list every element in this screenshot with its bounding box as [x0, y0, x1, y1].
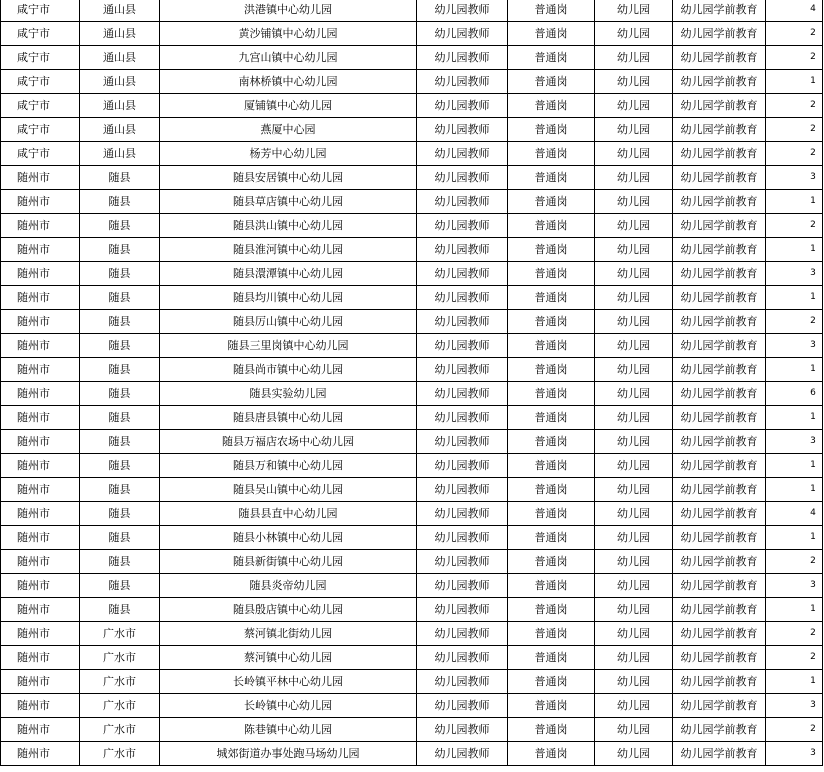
school-cell: 燕厦中心园: [160, 118, 417, 142]
table-row: [1, 286, 823, 310]
post-type-cell: 普通岗: [508, 46, 595, 70]
count-cell: 2: [766, 142, 823, 166]
school-cell: 随县安居镇中心幼儿园: [160, 166, 417, 190]
county-cell: 广水市: [80, 718, 160, 742]
table-row: [1, 406, 823, 430]
city-cell: 随州市: [1, 238, 80, 262]
school-cell: 城郊街道办事处跑马场幼儿园: [160, 742, 417, 766]
post-type-cell: 普通岗: [508, 238, 595, 262]
subject-cell: 幼儿园学前教育: [673, 574, 766, 598]
school-cell: 随县澴潭镇中心幼儿园: [160, 262, 417, 286]
table-row: [1, 526, 823, 550]
school-cell: 随县实验幼儿园: [160, 382, 417, 406]
county-cell: 随县: [80, 238, 160, 262]
count-cell: 3: [766, 694, 823, 718]
position-cell: 幼儿园教师: [417, 742, 508, 766]
level-cell: 幼儿园: [595, 670, 673, 694]
subject-cell: 幼儿园学前教育: [673, 190, 766, 214]
county-cell: 通山县: [80, 70, 160, 94]
county-cell: 随县: [80, 382, 160, 406]
county-cell: 随县: [80, 598, 160, 622]
level-cell: 幼儿园: [595, 22, 673, 46]
school-cell: 随县万和镇中心幼儿园: [160, 454, 417, 478]
position-cell: 幼儿园教师: [417, 358, 508, 382]
table-row: [1, 262, 823, 286]
position-cell: 幼儿园教师: [417, 646, 508, 670]
position-cell: 幼儿园教师: [417, 502, 508, 526]
post-type-cell: 普通岗: [508, 430, 595, 454]
post-type-cell: 普通岗: [508, 334, 595, 358]
table-row: [1, 622, 823, 646]
count-cell: 3: [766, 574, 823, 598]
position-cell: 幼儿园教师: [417, 0, 508, 22]
school-cell: 洪港镇中心幼儿园: [160, 0, 417, 22]
count-cell: 2: [766, 214, 823, 238]
county-cell: 随县: [80, 430, 160, 454]
school-cell: 南林桥镇中心幼儿园: [160, 70, 417, 94]
level-cell: 幼儿园: [595, 310, 673, 334]
position-cell: 幼儿园教师: [417, 406, 508, 430]
city-cell: 随州市: [1, 646, 80, 670]
post-type-cell: 普通岗: [508, 22, 595, 46]
table-row: [1, 430, 823, 454]
count-cell: 1: [766, 406, 823, 430]
position-cell: 幼儿园教师: [417, 334, 508, 358]
subject-cell: 幼儿园学前教育: [673, 694, 766, 718]
city-cell: 随州市: [1, 718, 80, 742]
table-row: [1, 22, 823, 46]
post-type-cell: 普通岗: [508, 478, 595, 502]
school-cell: 随县淮河镇中心幼儿园: [160, 238, 417, 262]
table-row: [1, 46, 823, 70]
school-cell: 随县炎帝幼儿园: [160, 574, 417, 598]
table-row: [1, 118, 823, 142]
county-cell: 随县: [80, 310, 160, 334]
subject-cell: 幼儿园学前教育: [673, 118, 766, 142]
post-type-cell: 普通岗: [508, 166, 595, 190]
table-row: [1, 142, 823, 166]
county-cell: 随县: [80, 358, 160, 382]
level-cell: 幼儿园: [595, 70, 673, 94]
post-type-cell: 普通岗: [508, 0, 595, 22]
level-cell: 幼儿园: [595, 406, 673, 430]
county-cell: 随县: [80, 526, 160, 550]
position-cell: 幼儿园教师: [417, 118, 508, 142]
count-cell: 4: [766, 0, 823, 22]
level-cell: 幼儿园: [595, 502, 673, 526]
position-cell: 幼儿园教师: [417, 430, 508, 454]
city-cell: 咸宁市: [1, 142, 80, 166]
school-cell: 蔡河镇中心幼儿园: [160, 646, 417, 670]
subject-cell: 幼儿园学前教育: [673, 166, 766, 190]
post-type-cell: 普通岗: [508, 574, 595, 598]
city-cell: 随州市: [1, 622, 80, 646]
subject-cell: 幼儿园学前教育: [673, 142, 766, 166]
count-cell: 1: [766, 238, 823, 262]
school-cell: 长岭镇平林中心幼儿园: [160, 670, 417, 694]
position-cell: 幼儿园教师: [417, 46, 508, 70]
county-cell: 随县: [80, 454, 160, 478]
city-cell: 咸宁市: [1, 0, 80, 22]
level-cell: 幼儿园: [595, 358, 673, 382]
city-cell: 随州市: [1, 190, 80, 214]
school-cell: 陈巷镇中心幼儿园: [160, 718, 417, 742]
post-type-cell: 普通岗: [508, 694, 595, 718]
city-cell: 随州市: [1, 166, 80, 190]
level-cell: 幼儿园: [595, 526, 673, 550]
school-cell: 蔡河镇北街幼儿园: [160, 622, 417, 646]
count-cell: 2: [766, 46, 823, 70]
position-cell: 幼儿园教师: [417, 190, 508, 214]
school-cell: 随县尚市镇中心幼儿园: [160, 358, 417, 382]
post-type-cell: 普通岗: [508, 742, 595, 766]
position-cell: 幼儿园教师: [417, 286, 508, 310]
county-cell: 随县: [80, 190, 160, 214]
subject-cell: 幼儿园学前教育: [673, 670, 766, 694]
position-cell: 幼儿园教师: [417, 166, 508, 190]
school-cell: 随县小林镇中心幼儿园: [160, 526, 417, 550]
count-cell: 2: [766, 622, 823, 646]
subject-cell: 幼儿园学前教育: [673, 334, 766, 358]
level-cell: 幼儿园: [595, 0, 673, 22]
post-type-cell: 普通岗: [508, 94, 595, 118]
county-cell: 随县: [80, 214, 160, 238]
count-cell: 3: [766, 262, 823, 286]
city-cell: 咸宁市: [1, 118, 80, 142]
level-cell: 幼儿园: [595, 574, 673, 598]
count-cell: 1: [766, 670, 823, 694]
school-cell: 随县唐县镇中心幼儿园: [160, 406, 417, 430]
position-cell: 幼儿园教师: [417, 454, 508, 478]
level-cell: 幼儿园: [595, 478, 673, 502]
level-cell: 幼儿园: [595, 190, 673, 214]
county-cell: 随县: [80, 406, 160, 430]
table-row: [1, 214, 823, 238]
subject-cell: 幼儿园学前教育: [673, 622, 766, 646]
subject-cell: 幼儿园学前教育: [673, 310, 766, 334]
city-cell: 随州市: [1, 550, 80, 574]
table-row: [1, 70, 823, 94]
city-cell: 随州市: [1, 214, 80, 238]
city-cell: 随州市: [1, 430, 80, 454]
position-cell: 幼儿园教师: [417, 214, 508, 238]
position-cell: 幼儿园教师: [417, 262, 508, 286]
level-cell: 幼儿园: [595, 238, 673, 262]
table-row: [1, 334, 823, 358]
count-cell: 3: [766, 166, 823, 190]
county-cell: 通山县: [80, 118, 160, 142]
level-cell: 幼儿园: [595, 646, 673, 670]
subject-cell: 幼儿园学前教育: [673, 406, 766, 430]
county-cell: 广水市: [80, 742, 160, 766]
city-cell: 随州市: [1, 694, 80, 718]
county-cell: 随县: [80, 478, 160, 502]
position-cell: 幼儿园教师: [417, 382, 508, 406]
post-type-cell: 普通岗: [508, 550, 595, 574]
level-cell: 幼儿园: [595, 382, 673, 406]
school-cell: 随县草店镇中心幼儿园: [160, 190, 417, 214]
county-cell: 随县: [80, 502, 160, 526]
subject-cell: 幼儿园学前教育: [673, 718, 766, 742]
school-cell: 随县新街镇中心幼儿园: [160, 550, 417, 574]
position-cell: 幼儿园教师: [417, 310, 508, 334]
city-cell: 随州市: [1, 310, 80, 334]
table-body: [1, 0, 823, 766]
subject-cell: 幼儿园学前教育: [673, 742, 766, 766]
position-cell: 幼儿园教师: [417, 550, 508, 574]
position-cell: 幼儿园教师: [417, 718, 508, 742]
count-cell: 1: [766, 454, 823, 478]
subject-cell: 幼儿园学前教育: [673, 526, 766, 550]
level-cell: 幼儿园: [595, 742, 673, 766]
post-type-cell: 普通岗: [508, 526, 595, 550]
table-row: [1, 718, 823, 742]
city-cell: 随州市: [1, 406, 80, 430]
city-cell: 随州市: [1, 358, 80, 382]
city-cell: 咸宁市: [1, 94, 80, 118]
school-cell: 长岭镇中心幼儿园: [160, 694, 417, 718]
city-cell: 咸宁市: [1, 22, 80, 46]
level-cell: 幼儿园: [595, 622, 673, 646]
city-cell: 随州市: [1, 526, 80, 550]
level-cell: 幼儿园: [595, 598, 673, 622]
city-cell: 随州市: [1, 286, 80, 310]
city-cell: 随州市: [1, 454, 80, 478]
city-cell: 随州市: [1, 382, 80, 406]
city-cell: 咸宁市: [1, 46, 80, 70]
county-cell: 通山县: [80, 0, 160, 22]
table-row: [1, 0, 823, 22]
level-cell: 幼儿园: [595, 286, 673, 310]
county-cell: 通山县: [80, 46, 160, 70]
count-cell: 2: [766, 310, 823, 334]
position-cell: 幼儿园教师: [417, 22, 508, 46]
count-cell: 3: [766, 334, 823, 358]
level-cell: 幼儿园: [595, 166, 673, 190]
count-cell: 3: [766, 742, 823, 766]
city-cell: 随州市: [1, 334, 80, 358]
subject-cell: 幼儿园学前教育: [673, 214, 766, 238]
count-cell: 2: [766, 718, 823, 742]
county-cell: 通山县: [80, 22, 160, 46]
county-cell: 广水市: [80, 622, 160, 646]
level-cell: 幼儿园: [595, 214, 673, 238]
count-cell: 2: [766, 550, 823, 574]
level-cell: 幼儿园: [595, 118, 673, 142]
post-type-cell: 普通岗: [508, 118, 595, 142]
post-type-cell: 普通岗: [508, 358, 595, 382]
subject-cell: 幼儿园学前教育: [673, 22, 766, 46]
level-cell: 幼儿园: [595, 334, 673, 358]
table-row: [1, 742, 823, 766]
post-type-cell: 普通岗: [508, 70, 595, 94]
position-cell: 幼儿园教师: [417, 694, 508, 718]
post-type-cell: 普通岗: [508, 286, 595, 310]
subject-cell: 幼儿园学前教育: [673, 70, 766, 94]
city-cell: 随州市: [1, 598, 80, 622]
school-cell: 随县万福店农场中心幼儿园: [160, 430, 417, 454]
table-row: [1, 358, 823, 382]
post-type-cell: 普通岗: [508, 646, 595, 670]
level-cell: 幼儿园: [595, 46, 673, 70]
post-type-cell: 普通岗: [508, 190, 595, 214]
school-cell: 随县均川镇中心幼儿园: [160, 286, 417, 310]
post-type-cell: 普通岗: [508, 598, 595, 622]
subject-cell: 幼儿园学前教育: [673, 478, 766, 502]
school-cell: 随县殷店镇中心幼儿园: [160, 598, 417, 622]
position-cell: 幼儿园教师: [417, 574, 508, 598]
subject-cell: 幼儿园学前教育: [673, 286, 766, 310]
city-cell: 随州市: [1, 574, 80, 598]
count-cell: 2: [766, 94, 823, 118]
level-cell: 幼儿园: [595, 694, 673, 718]
subject-cell: 幼儿园学前教育: [673, 262, 766, 286]
subject-cell: 幼儿园学前教育: [673, 94, 766, 118]
count-cell: 1: [766, 478, 823, 502]
county-cell: 随县: [80, 286, 160, 310]
school-cell: 随县县直中心幼儿园: [160, 502, 417, 526]
county-cell: 通山县: [80, 142, 160, 166]
subject-cell: 幼儿园学前教育: [673, 550, 766, 574]
level-cell: 幼儿园: [595, 550, 673, 574]
table-row: [1, 166, 823, 190]
city-cell: 咸宁市: [1, 70, 80, 94]
count-cell: 1: [766, 286, 823, 310]
count-cell: 2: [766, 118, 823, 142]
count-cell: 6: [766, 382, 823, 406]
count-cell: 1: [766, 70, 823, 94]
subject-cell: 幼儿园学前教育: [673, 454, 766, 478]
post-type-cell: 普通岗: [508, 382, 595, 406]
level-cell: 幼儿园: [595, 718, 673, 742]
county-cell: 随县: [80, 334, 160, 358]
subject-cell: 幼儿园学前教育: [673, 46, 766, 70]
count-cell: 1: [766, 526, 823, 550]
county-cell: 广水市: [80, 646, 160, 670]
post-type-cell: 普通岗: [508, 406, 595, 430]
table-row: [1, 598, 823, 622]
county-cell: 广水市: [80, 694, 160, 718]
position-cell: 幼儿园教师: [417, 526, 508, 550]
table-row: [1, 382, 823, 406]
city-cell: 随州市: [1, 478, 80, 502]
post-type-cell: 普通岗: [508, 718, 595, 742]
subject-cell: 幼儿园学前教育: [673, 646, 766, 670]
post-type-cell: 普通岗: [508, 622, 595, 646]
post-type-cell: 普通岗: [508, 142, 595, 166]
level-cell: 幼儿园: [595, 94, 673, 118]
county-cell: 随县: [80, 166, 160, 190]
count-cell: 1: [766, 190, 823, 214]
post-type-cell: 普通岗: [508, 262, 595, 286]
county-cell: 通山县: [80, 94, 160, 118]
post-type-cell: 普通岗: [508, 310, 595, 334]
table-row: [1, 694, 823, 718]
post-type-cell: 普通岗: [508, 502, 595, 526]
subject-cell: 幼儿园学前教育: [673, 382, 766, 406]
school-cell: 随县三里岗镇中心幼儿园: [160, 334, 417, 358]
subject-cell: 幼儿园学前教育: [673, 0, 766, 22]
table-row: [1, 310, 823, 334]
school-cell: 杨芳中心幼儿园: [160, 142, 417, 166]
count-cell: 1: [766, 358, 823, 382]
position-cell: 幼儿园教师: [417, 670, 508, 694]
position-cell: 幼儿园教师: [417, 70, 508, 94]
table-row: [1, 238, 823, 262]
school-cell: 随县厉山镇中心幼儿园: [160, 310, 417, 334]
position-cell: 幼儿园教师: [417, 478, 508, 502]
count-cell: 1: [766, 598, 823, 622]
level-cell: 幼儿园: [595, 454, 673, 478]
subject-cell: 幼儿园学前教育: [673, 502, 766, 526]
school-cell: 黄沙铺镇中心幼儿园: [160, 22, 417, 46]
subject-cell: 幼儿园学前教育: [673, 358, 766, 382]
table-row: [1, 550, 823, 574]
count-cell: 2: [766, 646, 823, 670]
post-type-cell: 普通岗: [508, 454, 595, 478]
school-cell: 随县洪山镇中心幼儿园: [160, 214, 417, 238]
table-row: [1, 646, 823, 670]
table-row: [1, 574, 823, 598]
table-row: [1, 94, 823, 118]
post-type-cell: 普通岗: [508, 670, 595, 694]
table-row: [1, 670, 823, 694]
city-cell: 随州市: [1, 502, 80, 526]
position-cell: 幼儿园教师: [417, 598, 508, 622]
subject-cell: 幼儿园学前教育: [673, 238, 766, 262]
position-cell: 幼儿园教师: [417, 622, 508, 646]
table-row: [1, 454, 823, 478]
post-type-cell: 普通岗: [508, 214, 595, 238]
county-cell: 随县: [80, 262, 160, 286]
position-cell: 幼儿园教师: [417, 94, 508, 118]
subject-cell: 幼儿园学前教育: [673, 430, 766, 454]
city-cell: 随州市: [1, 670, 80, 694]
table-row: [1, 190, 823, 214]
position-cell: 幼儿园教师: [417, 142, 508, 166]
county-cell: 随县: [80, 550, 160, 574]
count-cell: 3: [766, 430, 823, 454]
position-cell: 幼儿园教师: [417, 238, 508, 262]
city-cell: 随州市: [1, 262, 80, 286]
subject-cell: 幼儿园学前教育: [673, 598, 766, 622]
count-cell: 4: [766, 502, 823, 526]
table-row: [1, 478, 823, 502]
school-cell: 厦铺镇中心幼儿园: [160, 94, 417, 118]
county-cell: 随县: [80, 574, 160, 598]
county-cell: 广水市: [80, 670, 160, 694]
level-cell: 幼儿园: [595, 430, 673, 454]
school-cell: 九宫山镇中心幼儿园: [160, 46, 417, 70]
count-cell: 2: [766, 22, 823, 46]
school-cell: 随县吴山镇中心幼儿园: [160, 478, 417, 502]
level-cell: 幼儿园: [595, 262, 673, 286]
city-cell: 随州市: [1, 742, 80, 766]
level-cell: 幼儿园: [595, 142, 673, 166]
table-row: [1, 502, 823, 526]
